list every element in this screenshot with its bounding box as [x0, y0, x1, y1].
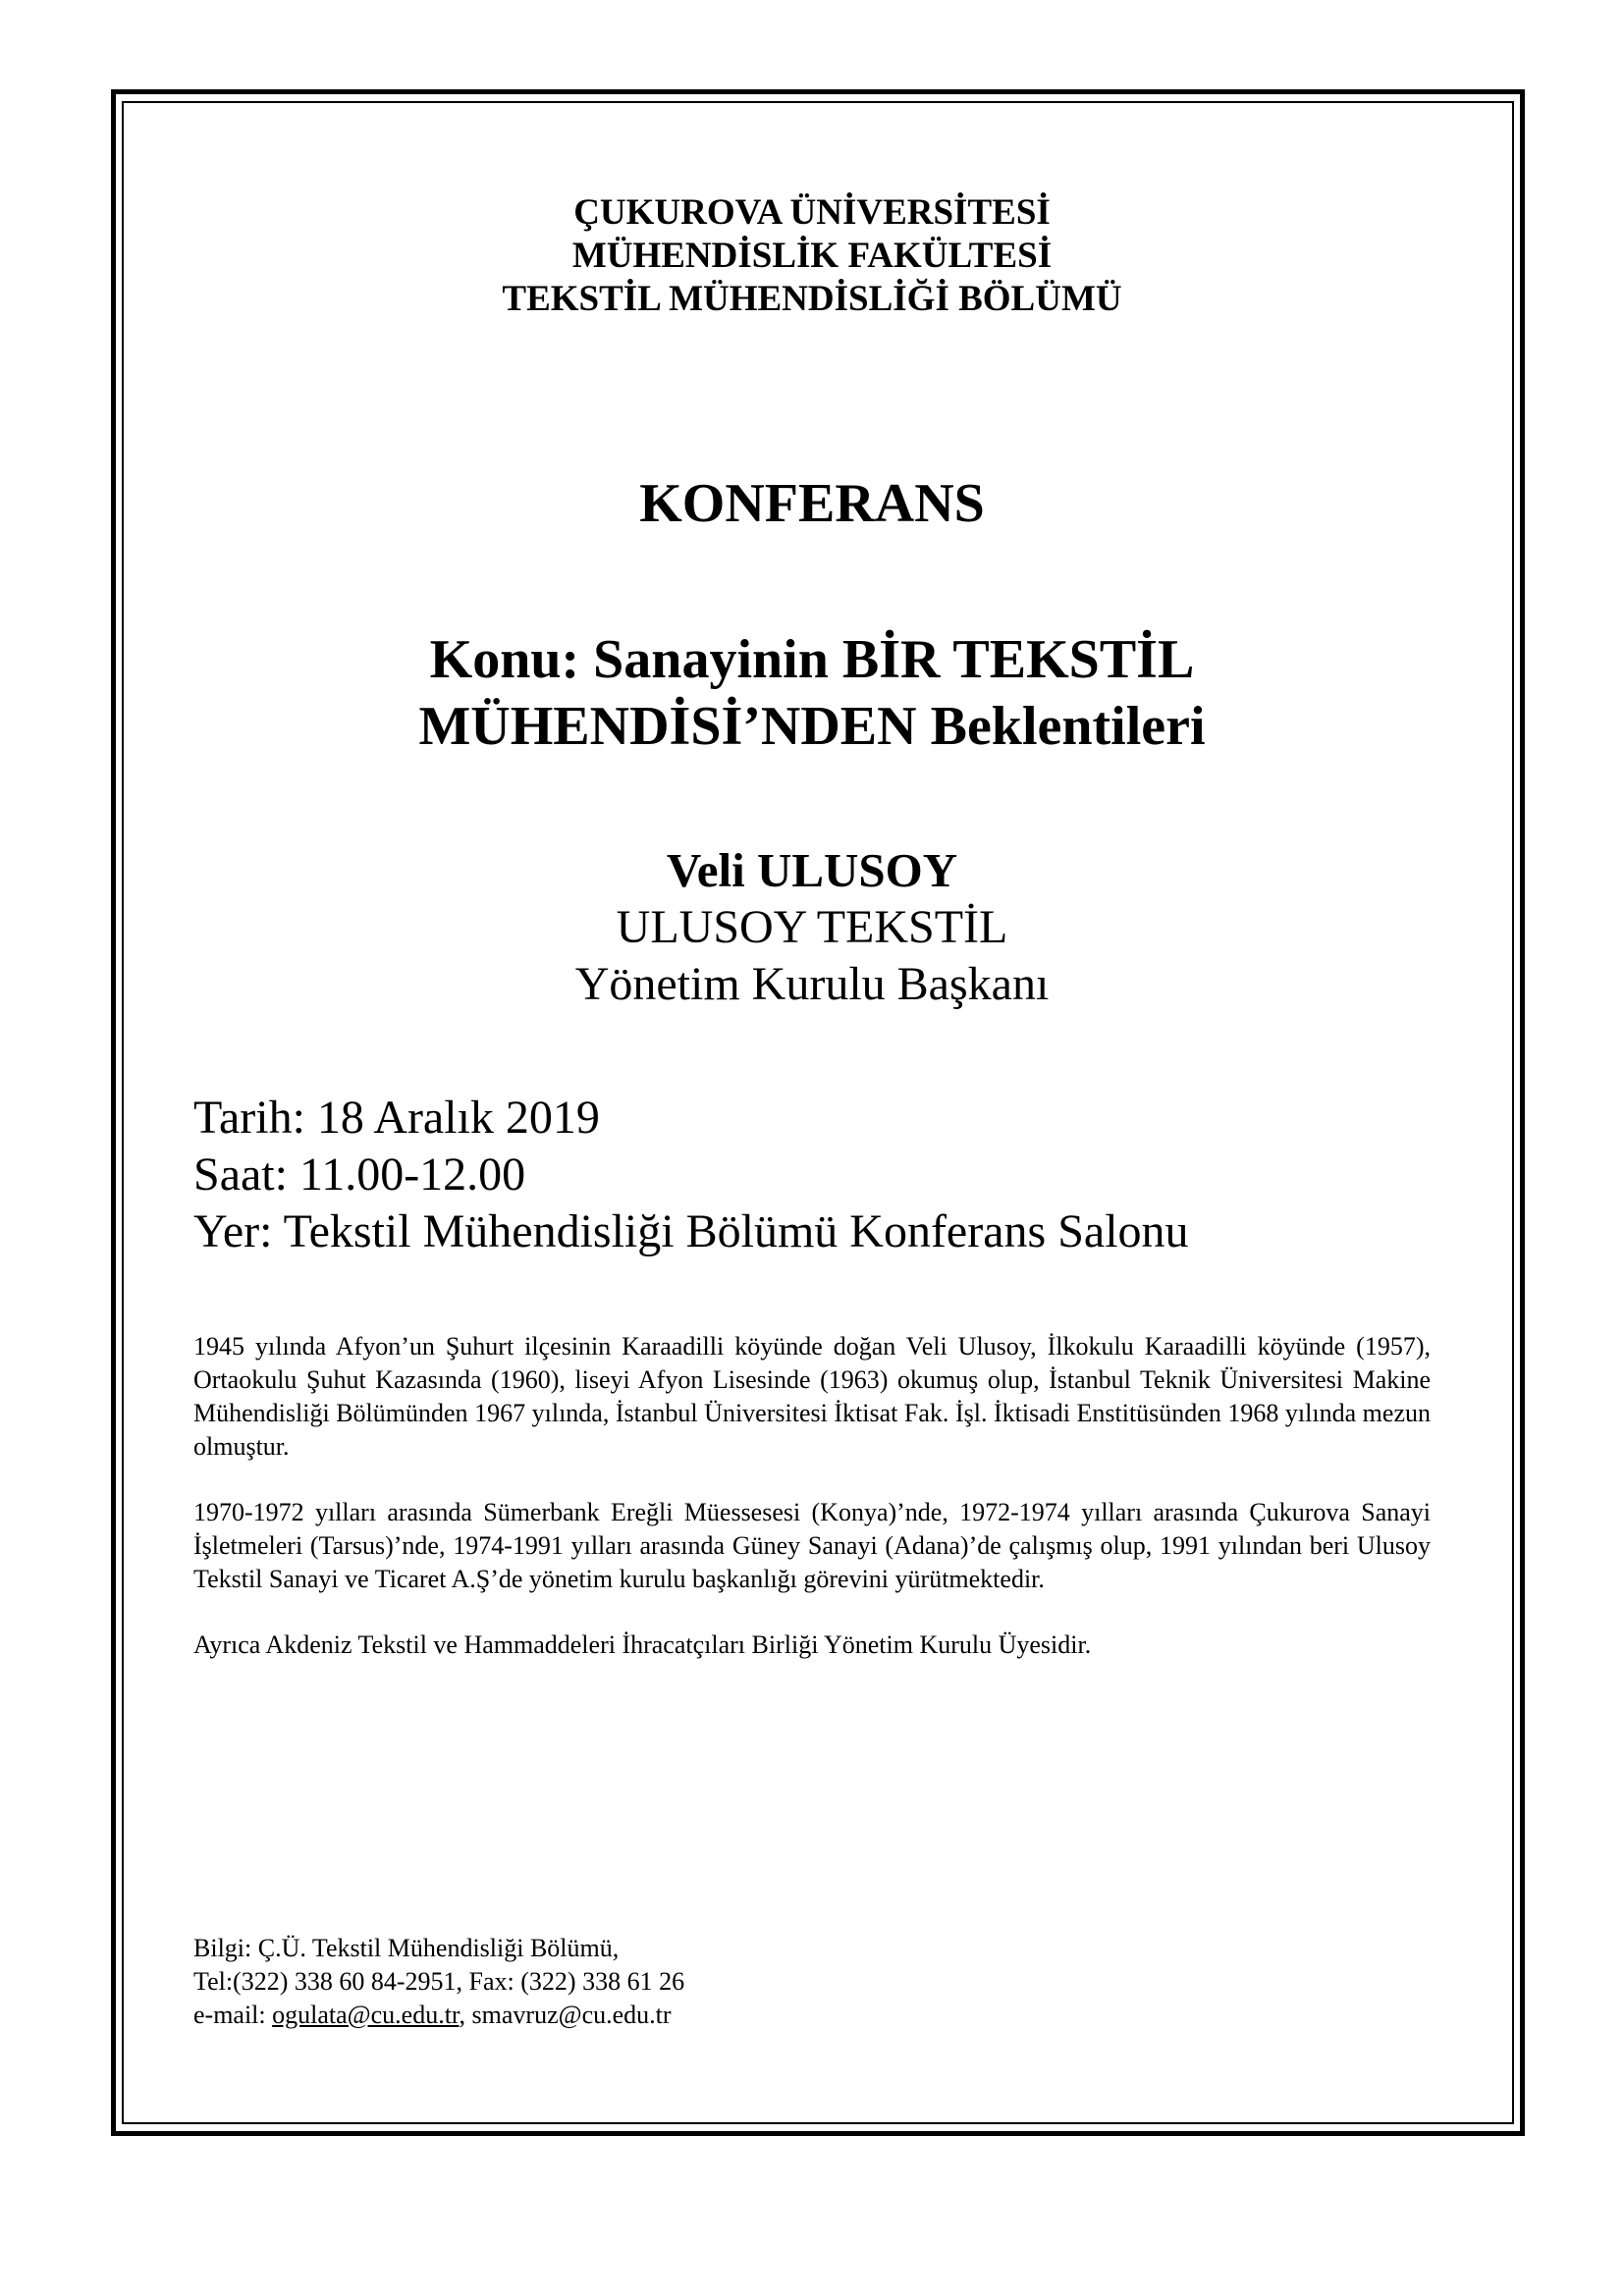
event-date: Tarih: 18 Aralık 2019	[193, 1092, 600, 1144]
document-title: KONFERANS	[639, 473, 985, 534]
event-time: Saat: 11.00-12.00	[193, 1148, 526, 1201]
topic-line-2: MÜHENDİSİ’NDEN Beklentileri	[418, 696, 1206, 757]
speaker-company: ULUSOY TEKSTİL	[616, 901, 1008, 953]
speaker-biography	[193, 1330, 1431, 1694]
email-link-1[interactable]: ogulata@cu.edu.tr	[272, 2001, 460, 2029]
contact-department: Bilgi: Ç.Ü. Tekstil Mühendisliği Bölümü,	[193, 1934, 620, 1962]
university-name: ÇUKUROVA ÜNİVERSİTESİ	[573, 192, 1051, 233]
contact-info	[193, 1932, 684, 2032]
email-separator: ,	[459, 2001, 472, 2029]
topic-line-1: Konu: Sanayinin BİR TEKSTİL	[429, 629, 1195, 690]
bio-paragraph-1: 1945 yılında Afyon’un Şuhurt ilçesinin Karaadilli köyünde doğan Veli Ulusoy, İlkokulu Karaadilli köyünde (1957), Ortaokulu Şuhut Kazasında (1960), liseyi Afyon Lisesinde (1963) okumuş olup, İstanbul Teknik Üniversitesi Makine Mühendisliği Bölümünden 1967 yılında, İstanbul Üniversitesi İktisat Fak. İşl. İktisadi Enstitüsünden 1968 yılında mezun olmuştur.	[193, 1332, 1431, 1461]
email-label: e-mail:	[193, 2001, 273, 2029]
contact-email-line	[193, 1999, 684, 2032]
speaker-name: Veli ULUSOY	[666, 843, 958, 897]
bio-paragraph-3: Ayrıca Akdeniz Tekstil ve Hammaddeleri İhracatçıları Birliği Yönetim Kurulu Üyesidir.	[193, 1630, 1092, 1659]
email-link-2[interactable]: smavruz@cu.edu.tr	[471, 2001, 672, 2029]
speaker-position: Yönetim Kurulu Başkanı	[574, 958, 1050, 1010]
conference-topic	[0, 626, 1624, 760]
bio-paragraph-2: 1970-1972 yılları arasında Sümerbank Ereğli Müessesesi (Konya)’nde, 1972-1974 yılları arasında Çukurova Sanayi İşletmeleri (Tarsus)’nde, 1974-1991 yılları arasında Güney Sanayi (Adana)’de çalışmış olup, 1991 yılından beri Ulusoy Tekstil Sanayi ve Ticaret A.Ş’de yönetim kurulu başkanlığı görevini yürütmektedir.	[193, 1498, 1431, 1593]
faculty-name: MÜHENDİSLİK FAKÜLTESİ	[571, 236, 1053, 276]
department-name: TEKSTİL MÜHENDİSLİĞİ BÖLÜMÜ	[502, 279, 1122, 319]
institution-header	[0, 191, 1624, 321]
speaker-block	[0, 842, 1624, 1013]
event-place: Yer: Tekstil Mühendisliği Bölümü Konferans Salonu	[193, 1205, 1189, 1257]
contact-phone-fax: Tel:(322) 338 60 84-2951, Fax: (322) 338 61 26	[193, 1967, 685, 1996]
event-details	[193, 1090, 1189, 1260]
